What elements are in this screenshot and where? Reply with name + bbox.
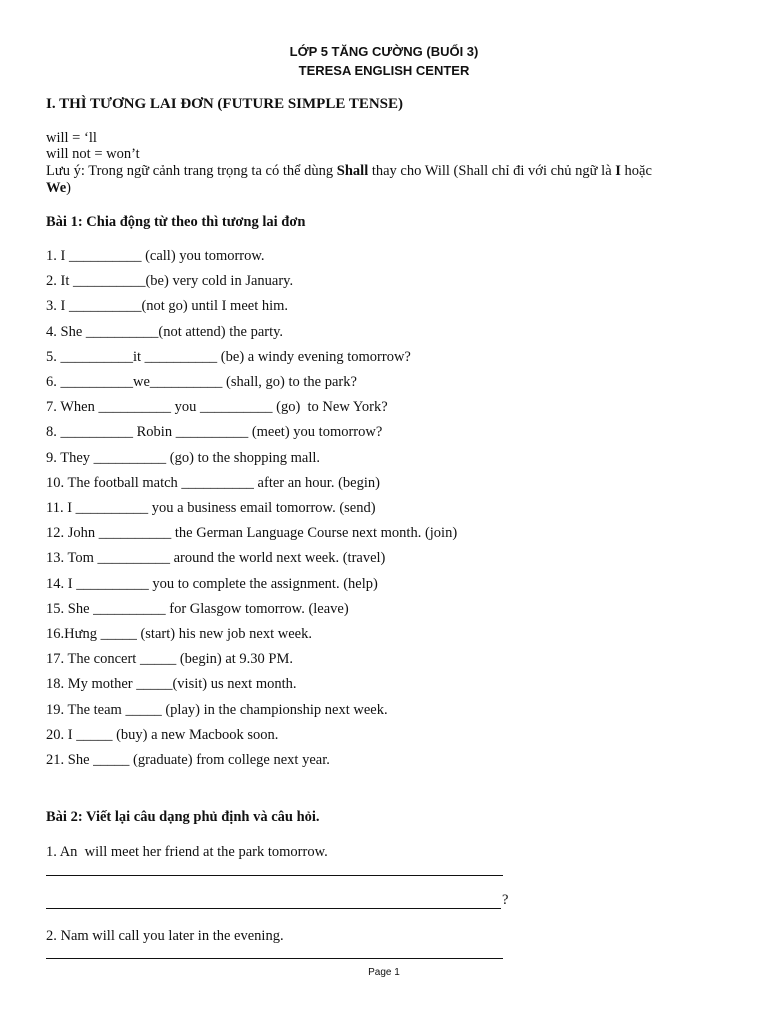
note-luu-y-line1 bbox=[46, 163, 652, 180]
note-luu-y-line2 bbox=[46, 180, 71, 197]
header-title: LỚP 5 TĂNG CƯỜNG (BUỔI 3) bbox=[289, 44, 479, 59]
exercise1-title: Bài 1: Chia động từ theo thì tương lai đơn bbox=[46, 214, 306, 230]
note-text: hoặc bbox=[620, 163, 652, 179]
exercise1-item: 2. It __________(be) very cold in January. bbox=[46, 273, 294, 290]
exercise1-item: 17. The concert _____ (begin) at 9.30 PM. bbox=[46, 651, 293, 668]
exercise1-item: 15. She __________ for Glasgow tomorrow. (leave) bbox=[46, 600, 349, 617]
exercise2-title: Bài 2: Viết lại câu dạng phủ định và câu hỏi. bbox=[46, 809, 320, 825]
question-mark: ? bbox=[502, 892, 509, 908]
note-i: I bbox=[615, 163, 621, 179]
exercise2-item: 2. Nam will call you later in the evening. bbox=[46, 928, 284, 944]
note-will-not-contraction: will not = won’t bbox=[46, 146, 140, 162]
exercise1-item: 3. I __________(not go) until I meet him. bbox=[46, 298, 289, 315]
answer-line[interactable] bbox=[46, 875, 503, 876]
exercise1-item: 1. I __________ (call) you tomorrow. bbox=[46, 248, 265, 264]
exercise1-item: 10. The football match __________ after an hour. (begin) bbox=[46, 474, 380, 491]
exercise1-item: 4. She __________(not attend) the party. bbox=[46, 323, 284, 340]
note-will-contraction: will = ‘ll bbox=[46, 130, 97, 146]
answer-line[interactable] bbox=[46, 908, 501, 909]
note-shall: Shall bbox=[336, 163, 369, 179]
exercise1-item: 13. Tom __________ around the world next week. (travel) bbox=[46, 550, 386, 567]
note-text: thay cho Will (Shall chỉ đi với chủ ngữ là bbox=[368, 163, 616, 179]
exercise1-item: 16.Hưng _____ (start) his new job next week. bbox=[46, 626, 312, 642]
exercise2-item: 1. An will meet her friend at the park tomorrow. bbox=[46, 844, 328, 860]
exercise1-item: 11. I __________ you a business email tomorrow. (send) bbox=[46, 500, 376, 516]
section-title: I. THÌ TƯƠNG LAI ĐƠN (FUTURE SIMPLE TENSE) bbox=[46, 96, 404, 112]
note-we: We bbox=[46, 180, 67, 196]
exercise1-item: 7. When __________ you __________ (go) to New York? bbox=[46, 399, 388, 416]
exercise1-item: 19. The team _____ (play) in the championship next week. bbox=[46, 701, 388, 718]
exercise1-item: 18. My mother _____(visit) us next month. bbox=[46, 676, 297, 693]
exercise1-item: 14. I __________ you to complete the assignment. (help) bbox=[46, 575, 378, 592]
exercise1-item: 21. She _____ (graduate) from college next year. bbox=[46, 752, 330, 768]
exercise1-item: 6. __________we__________ (shall, go) to the park? bbox=[46, 374, 357, 390]
exercise1-item: 5. __________it __________ (be) a windy evening tomorrow? bbox=[46, 348, 411, 365]
page-number: Page 1 bbox=[368, 967, 400, 978]
header-center-name: TERESA ENGLISH CENTER bbox=[298, 63, 470, 78]
note-text: ) bbox=[66, 180, 71, 196]
exercise1-item: 12. John __________ the German Language Course next month. (join) bbox=[46, 525, 458, 542]
exercise1-item: 8. __________ Robin __________ (meet) you tomorrow? bbox=[46, 424, 383, 441]
exercise1-item: 9. They __________ (go) to the shopping mall. bbox=[46, 449, 320, 466]
exercise1-item: 20. I _____ (buy) a new Macbook soon. bbox=[46, 726, 279, 743]
answer-line[interactable] bbox=[46, 958, 503, 959]
note-text: Lưu ý: Trong ngữ cảnh trang trọng ta có thể dùng bbox=[46, 163, 337, 179]
